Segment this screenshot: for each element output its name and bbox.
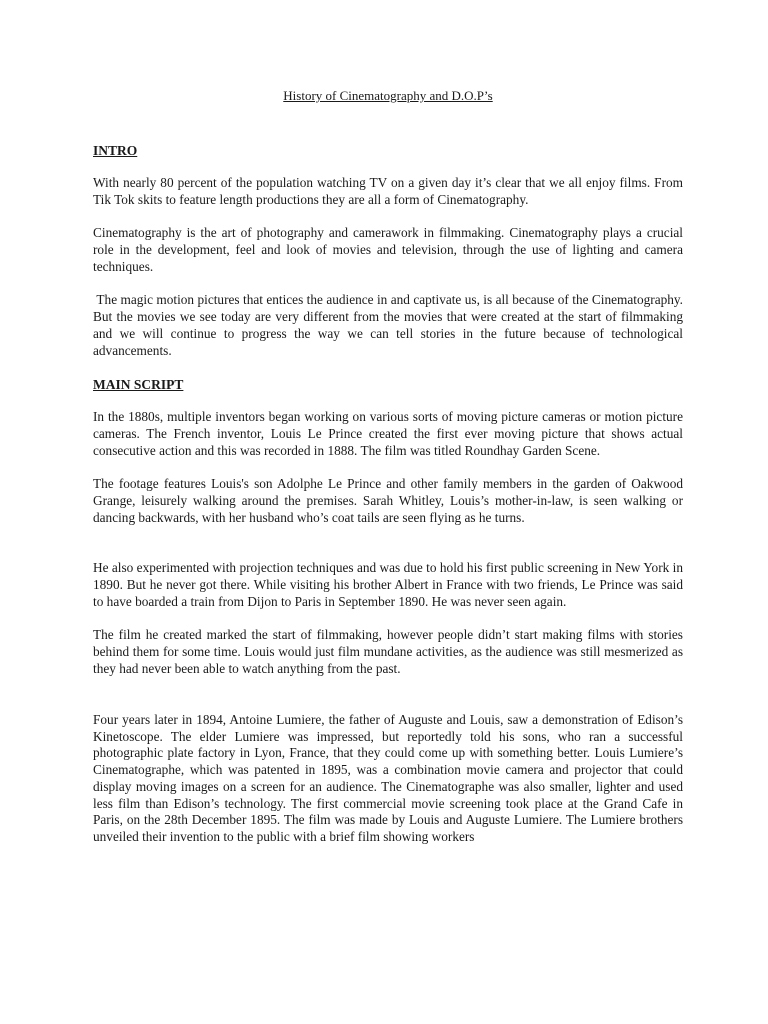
main-paragraph-3: He also experimented with projection techniques and was due to hold his first public screening in New York in 1890. But he never got there. While visiting his brother Albert in France with two friends, Le Prince was said to have boarded a train from Dijon to Paris in September 1890. He was never seen again. — [93, 560, 683, 609]
main-paragraph-1: In the 1880s, multiple inventors began working on various sorts of moving picture cameras or motion picture cameras. The French inventor, Louis Le Prince created the first ever moving picture that shows actual consecutive action and this was recorded in 1888. The film was titled Roundhay Garden Scene. — [93, 408, 683, 458]
main-paragraph-2: The footage features Louis's son Adolphe Le Prince and other family members in the garden of Oakwood Grange, leisurely walking around the premises. Sarah Whitley, Louis’s mother-in-law, is seen walking or dancing backwards, with her husband who’s coat tails are seen flying as he turns. — [93, 475, 683, 525]
intro-paragraph-3: The magic motion pictures that entices the audience in and captivate us, is all because of the Cinematography. But the movies we see today are very different from the movies that were created at the start of filmmaking and we will continue to progress the way we can tell stories in the future because of technological advancements. — [93, 292, 687, 358]
intro-paragraph-1: With nearly 80 percent of the population watching TV on a given day it’s clear that we all enjoy films. From Tik Tok skits to feature length productions they are all a form of Cinematography. — [93, 175, 683, 207]
main-script-heading: MAIN SCRIPT — [93, 376, 184, 392]
intro-paragraph-2: Cinematography is the art of photography and camerawork in filmmaking. Cinematography plays a crucial role in the development, feel and look of movies and television, through the use of lighting and camera techniques. — [93, 225, 683, 274]
intro-heading: INTRO — [93, 143, 138, 158]
document-page — [93, 88, 687, 863]
document-title: History of Cinematography and D.O.P’s — [283, 88, 493, 103]
main-paragraph-5: Four years later in 1894, Antoine Lumiere, the father of Auguste and Louis, saw a demonstration of Edison’s Kinetoscope. The elder Lumiere was impressed, but reportedly told his sons, who ran a successful photographic plate factory in Lyon, France, that they could come up with something better. Louis Lumiere’s Cinematographe, which was patented in 1895, was a combination movie camera and projector that could display moving images on a screen for an audience. The Cinematographe was also smaller, lighter and used less film than Edison’s technology. The first commercial movie screening took place at the Grand Cafe in Paris, on the 28th December 1895. The film was made by Louis and Auguste Lumiere. The Lumiere brothers unveiled their invention to the public with a brief film showing workers — [93, 711, 683, 845]
main-paragraph-4: The film he created marked the start of filmmaking, however people didn’t start making films with stories behind them for some time. Louis would just film mundane activities, as the audience was still mesmerized as they had never been able to watch anything from the past. — [93, 627, 683, 676]
